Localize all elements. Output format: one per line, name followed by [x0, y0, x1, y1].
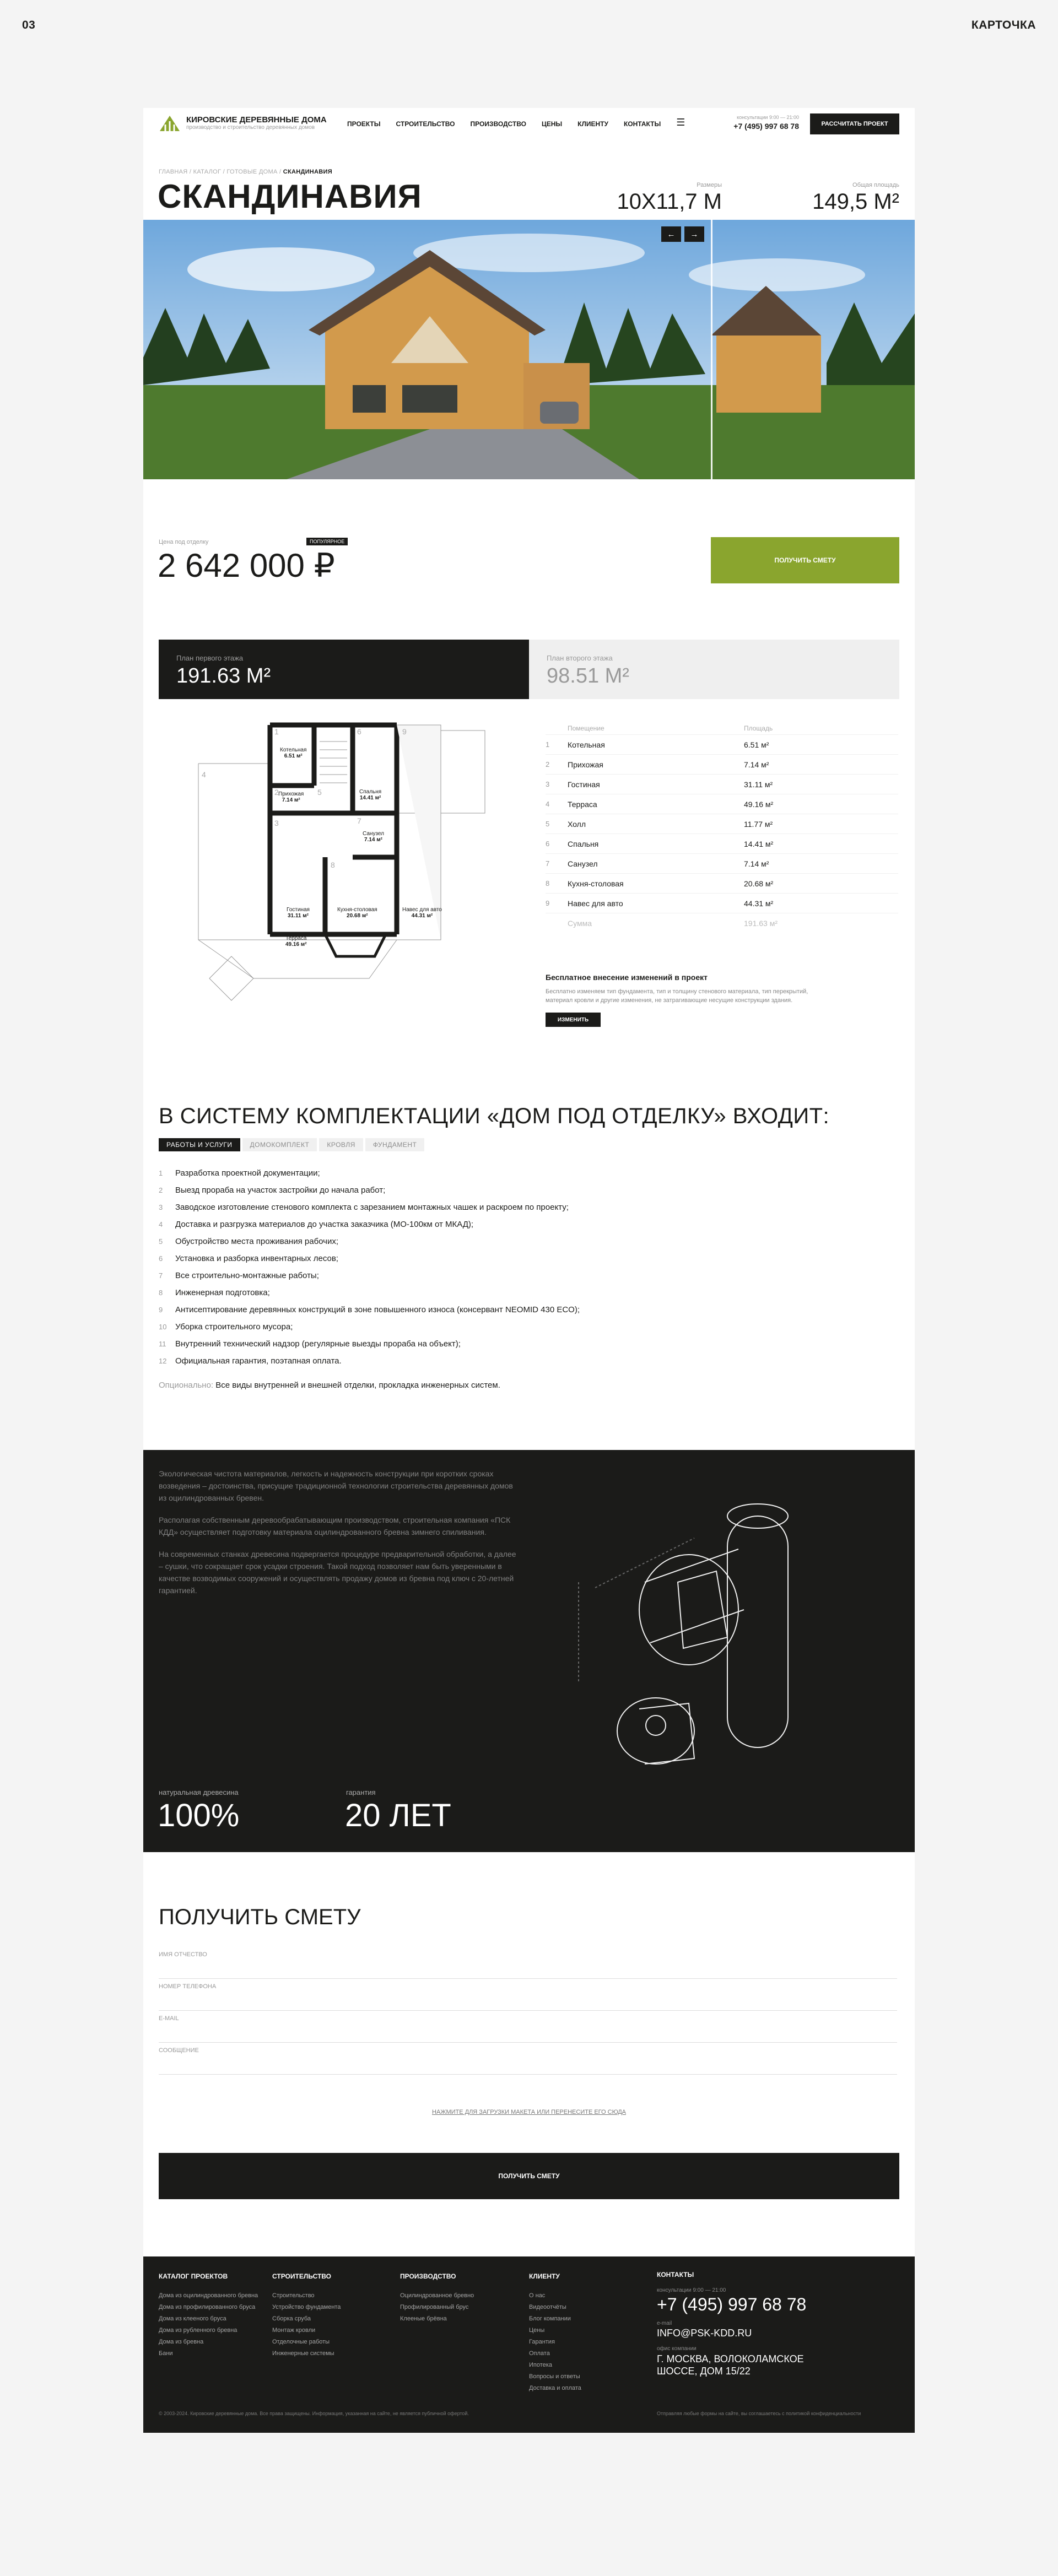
page-title: СКАНДИНАВИЯ: [158, 178, 422, 215]
footer-contacts: [657, 2271, 899, 2377]
kit-list: [159, 1165, 580, 1370]
plan-label-bedroom: Спальня 14.41 м²: [359, 789, 382, 801]
kit-item: 8 Инженерная подготовка;: [159, 1288, 270, 1297]
plan-label-carport: Навес для авто 44.31 м²: [402, 907, 442, 919]
page-card: [143, 108, 915, 2433]
calculate-project-button[interactable]: РАССЧИТАТЬ ПРОЕКТ: [810, 113, 899, 134]
form-field-name[interactable]: ИМЯ ОТЧЕСТВО: [159, 1947, 897, 1979]
kit-item: 10 Уборка строительного мусора;: [159, 1322, 293, 1332]
breadcrumb: ГЛАВНАЯ / КАТАЛОГ / ГОТОВЫЕ ДОМА / СКАНДИНАВИЯ: [159, 169, 332, 175]
footer: [143, 2256, 915, 2433]
footer-link[interactable]: Доставка и оплата: [529, 2385, 581, 2391]
footer-link[interactable]: Оплата: [529, 2350, 550, 2357]
footer-email[interactable]: INFO@PSK-KDD.RU: [657, 2328, 752, 2339]
footer-link[interactable]: О нас: [529, 2292, 546, 2299]
kit-item: 12 Официальная гарантия, поэтапная оплата.: [159, 1356, 342, 1366]
room-row: 9 Навес для авто 44.31 м²: [546, 894, 898, 913]
stat2-label: гарантия: [346, 1788, 376, 1796]
form-submit-button[interactable]: ПОЛУЧИТЬ СМЕТУ: [159, 2153, 899, 2199]
tab-roof[interactable]: КРОВЛЯ: [319, 1138, 363, 1151]
form-field-phone[interactable]: НОМЕР ТЕЛЕФОНА: [159, 1979, 897, 2011]
kit-item: 5 Обустройство места проживания рабочих;: [159, 1237, 339, 1246]
footer-link[interactable]: Дома из профилированного бруса: [159, 2304, 256, 2310]
plan-label-hall: Прихожая 7.14 м²: [278, 791, 304, 803]
plan-number-3: 3: [274, 819, 279, 827]
logo[interactable]: [159, 113, 327, 132]
footer-email-label: e-mail: [657, 2320, 672, 2326]
footer-link[interactable]: Клееные брёвна: [400, 2315, 447, 2322]
footer-link[interactable]: Строительство: [272, 2292, 315, 2299]
footer-address: Г. МОСКВА, ВОЛОКОЛАМСКОЕ ШОССЕ, ДОМ 15/22: [657, 2353, 804, 2377]
footer-link[interactable]: Устройство фундамента: [272, 2304, 341, 2310]
footer-col-client: КЛИЕНТУ О нас Видеоотчёты Блог компании Цены Гарантия Оплата Ипотека Вопросы и ответы Доставка и оплата: [529, 2271, 581, 2394]
form-field-email[interactable]: E-MAIL: [159, 2011, 897, 2043]
price-value: 2 642 000 ₽: [158, 547, 335, 584]
room-row: 3 Гостиная 31.11 м²: [546, 775, 898, 794]
kit-item: 3 Заводское изготовление стенового комплекта с зарезанием монтажных чашек и раскроем по проекту;: [159, 1203, 569, 1212]
tab-foundation[interactable]: ФУНДАМЕНТ: [365, 1138, 425, 1151]
kit-item: 11 Внутренний технический надзор (регулярные выезды прораба на объект);: [159, 1339, 461, 1349]
changes-block: [546, 973, 832, 1027]
footer-link[interactable]: Дома из клееного бруса: [159, 2315, 226, 2322]
nav-contacts[interactable]: КОНТАКТЫ: [623, 120, 661, 128]
rooms-header: Помещение Площадь: [546, 722, 898, 735]
footer-link[interactable]: Профилированный брус: [400, 2304, 469, 2310]
plan-number-8: 8: [331, 861, 335, 869]
footer-link[interactable]: Монтаж кровли: [272, 2327, 316, 2334]
footer-link[interactable]: Отделочные работы: [272, 2339, 330, 2345]
stat1-value: 100%: [158, 1798, 240, 1833]
logo-title: КИРОВСКИЕ ДЕРЕВЯННЫЕ ДОМА: [186, 115, 327, 125]
footer-link[interactable]: Блог компании: [529, 2315, 571, 2322]
kit-title: В СИСТЕМУ КОМПЛЕКТАЦИИ «ДОМ ПОД ОТДЕЛКУ» ВХОДИТ:: [159, 1104, 830, 1128]
footer-col-production: ПРОИЗВОДСТВО Оцилиндрованное бревно Профилированный брус Клееные брёвна: [400, 2271, 474, 2325]
rooms-total: Сумма 191.63 м²: [568, 919, 778, 928]
footer-link[interactable]: Дома из рубленного бревна: [159, 2327, 237, 2334]
logo-subtitle: производство и строительство деревянных домов: [186, 125, 315, 131]
room-row: 8 Кухня-столовая 20.68 м²: [546, 874, 898, 894]
footer-col-catalog: КАТАЛОГ ПРОЕКТОВ Дома из оцилиндрованного бревна Дома из профилированного бруса Дома из клееного бруса Дома из рубленного бревна Дома из бревна Бани: [159, 2271, 258, 2359]
header-phone[interactable]: +7 (495) 997 68 78: [733, 122, 799, 131]
tab-second-floor[interactable]: [529, 640, 899, 699]
kit-optional: Опционально: Все виды внутренней и внешней отделки, прокладка инженерных систем.: [159, 1381, 500, 1390]
footer-copyright: © 2003-2024. Кировские деревянные дома. Все права защищены. Информация, указанная на сайте, не является публичной офертой.: [159, 2411, 469, 2416]
footer-legal[interactable]: Отправляя любые формы на сайте, вы соглашаетесь с политикой конфиденциальности: [657, 2411, 861, 2416]
footer-link[interactable]: Гарантия: [529, 2339, 555, 2345]
kit-item: 6 Установка и разборка инвентарных лесов;: [159, 1254, 338, 1263]
area-label: Общая площадь: [852, 182, 899, 188]
popular-badge: ПОПУЛЯРНОЕ: [306, 538, 348, 545]
header-phone-block: [727, 115, 799, 131]
tab-works[interactable]: РАБОТЫ И УСЛУГИ: [159, 1138, 240, 1151]
footer-link[interactable]: Цены: [529, 2327, 545, 2334]
footer-col-construction: СТРОИТЕЛЬСТВО Строительство Устройство фундамента Сборка сруба Монтаж кровли Отделочные работы Инженерные системы: [272, 2271, 341, 2359]
plan-number-4: 4: [202, 770, 206, 779]
menu-icon[interactable]: ☰: [676, 117, 685, 128]
size-label: Размеры: [697, 182, 722, 188]
slider-prev-button[interactable]: ←: [661, 226, 681, 242]
eco-text: Экологическая чистота материалов, легкость и надежность конструкции при коротких сроках возведения – достоинства, присущие традиционной технологии строительства деревянных домов из оцилиндрованных бревен. Располагая собственным деревообрабатывающим производством, строительная компания «ПСК КДД» осуществляет подготовку материала оцилиндрованного бревна зимнего спиливания. На современных станках древесина подвергается процедуре предварительной обработки, а далее – сушки, что сокращает срок усадки строения. Такой подход позволяет нам быть уверенными в качестве возводимых сооружений и осуществлять продажу домов из бревна под ключ с 20-летней гарантией.: [159, 1469, 516, 1595]
nav-construction[interactable]: СТРОИТЕЛЬСТВО: [396, 120, 455, 128]
nav-client[interactable]: КЛИЕНТУ: [577, 120, 608, 128]
main-nav: [347, 119, 700, 128]
slider-next-button[interactable]: →: [684, 226, 704, 242]
footer-link[interactable]: Видеоотчёты: [529, 2304, 566, 2310]
plan-number-5: 5: [317, 788, 322, 797]
plan-number-7: 7: [357, 816, 361, 825]
size-value: 10Х11,7 М: [617, 190, 722, 214]
plan-label-terrace: Терраса 49.16 м²: [285, 935, 307, 948]
gallery[interactable]: [143, 220, 915, 479]
page-title-label: КАРТОЧКА: [971, 19, 1036, 31]
log-joint-illustration: [562, 1472, 893, 1803]
footer-link[interactable]: Дома из оцилиндрованного бревна: [159, 2292, 258, 2299]
footer-link[interactable]: Бани: [159, 2350, 173, 2357]
rooms-table: [546, 722, 898, 933]
area-value: 149,5 М²: [812, 190, 899, 214]
kit-tabs: [159, 1138, 427, 1151]
first-floor-label: План первого этажа: [176, 654, 244, 662]
tab-first-floor[interactable]: [159, 640, 529, 699]
room-row: 1 Котельная 6.51 м²: [546, 735, 898, 755]
plan-number-2: 2: [274, 788, 279, 797]
stat1-label: натуральная древесина: [159, 1788, 239, 1796]
form-title: ПОЛУЧИТЬ СМЕТУ: [159, 1905, 361, 1929]
house-photo: [143, 220, 915, 479]
footer-phone-note: консультации 9:00 — 21:00: [657, 2287, 726, 2293]
get-estimate-button[interactable]: ПОЛУЧИТЬ СМЕТУ: [711, 537, 899, 583]
changes-title: Бесплатное внесение изменений в проект: [546, 973, 708, 982]
footer-address-label: офис компании: [657, 2346, 697, 2352]
room-row: 2 Прихожая 7.14 м²: [546, 755, 898, 775]
stat2-value: 20 ЛЕТ: [345, 1798, 451, 1833]
plan-number-6: 6: [357, 727, 361, 736]
page-number: 03: [22, 19, 36, 31]
footer-phone[interactable]: +7 (495) 997 68 78: [657, 2294, 807, 2314]
footer-link[interactable]: Ипотека: [529, 2362, 552, 2368]
room-row: 4 Терраса 49.16 м²: [546, 794, 898, 814]
area-block: [760, 182, 899, 214]
room-row: 5 Холл 11.77 м²: [546, 814, 898, 834]
footer-link[interactable]: Сборка сруба: [272, 2315, 311, 2322]
nav-prices[interactable]: ЦЕНЫ: [541, 120, 563, 128]
plan-number-1: 1: [274, 727, 279, 736]
footer-link[interactable]: Дома из бревна: [159, 2339, 204, 2345]
room-row: 7 Санузел 7.14 м²: [546, 854, 898, 874]
contacts-title: КОНТАКТЫ: [657, 2271, 694, 2279]
price-label: Цена под отделку: [159, 539, 209, 545]
size-block: [612, 182, 722, 214]
kit-item: 7 Все строительно-монтажные работы;: [159, 1271, 319, 1280]
second-floor-area: 98.51 М²: [547, 664, 629, 688]
floor-plan-drawing: [187, 719, 507, 1017]
plan-number-9: 9: [402, 727, 407, 736]
kit-item: 9 Антисептирование деревянных конструкций в зоне повышенного износа (консервант NEOMID 430 ECO);: [159, 1305, 580, 1314]
second-floor-label: План второго этажа: [547, 654, 613, 662]
room-row: 6 Спальня 14.41 м²: [546, 834, 898, 854]
first-floor-area: 191.63 М²: [176, 664, 271, 688]
nav-production[interactable]: ПРОИЗВОДСТВО: [470, 120, 526, 128]
breadcrumb-current: СКАНДИНАВИЯ: [283, 169, 332, 175]
plan-label-boiler: Котельная 6.51 м²: [280, 747, 307, 759]
footer-link[interactable]: Вопросы и ответы: [529, 2373, 580, 2380]
breadcrumb-catalog[interactable]: КАТАЛОГ: [193, 169, 222, 175]
breadcrumb-home[interactable]: ГЛАВНАЯ: [159, 169, 188, 175]
eco-section: [143, 1450, 915, 1852]
footer-link[interactable]: Оцилиндрованное бревно: [400, 2292, 474, 2299]
floor-plan: [187, 719, 507, 1017]
logo-house-icon: [159, 113, 181, 132]
nav-projects[interactable]: ПРОЕКТЫ: [347, 120, 381, 128]
tab-housekit[interactable]: ДОМОКОМПЛЕКТ: [242, 1138, 317, 1151]
kit-item: 2 Выезд прораба на участок застройки до начала работ;: [159, 1186, 386, 1195]
upload-link[interactable]: НАЖМИТЕ ДЛЯ ЗАГРУЗКИ МАКЕТА ИЛИ ПЕРЕНЕСИТЕ ЕГО СЮДА: [432, 2109, 626, 2115]
change-button[interactable]: ИЗМЕНИТЬ: [546, 1013, 601, 1027]
plan-label-bathroom: Санузел 7.14 м²: [363, 831, 384, 843]
form-field-message[interactable]: СООБЩЕНИЕ: [159, 2043, 897, 2075]
breadcrumb-ready[interactable]: ГОТОВЫЕ ДОМА: [226, 169, 278, 175]
phone-note: консультации 9:00 — 21:00: [737, 115, 799, 120]
kit-item: 1 Разработка проектной документации;: [159, 1168, 320, 1178]
changes-text: Бесплатно изменяем тип фундамента, тип и толщину стенового материала, тип перекрытий, материал кровли и другие изменения, не затрагивающие несущие конструкции здания.: [546, 988, 808, 1004]
plan-label-living: Гостиная 31.11 м²: [287, 907, 310, 919]
plan-label-kitchen: Кухня-столовая 20.68 м²: [337, 907, 377, 919]
footer-link[interactable]: Инженерные системы: [272, 2350, 334, 2357]
kit-item: 4 Доставка и разгрузка материалов до участка заказчика (МО-100км от МКАД);: [159, 1220, 474, 1229]
